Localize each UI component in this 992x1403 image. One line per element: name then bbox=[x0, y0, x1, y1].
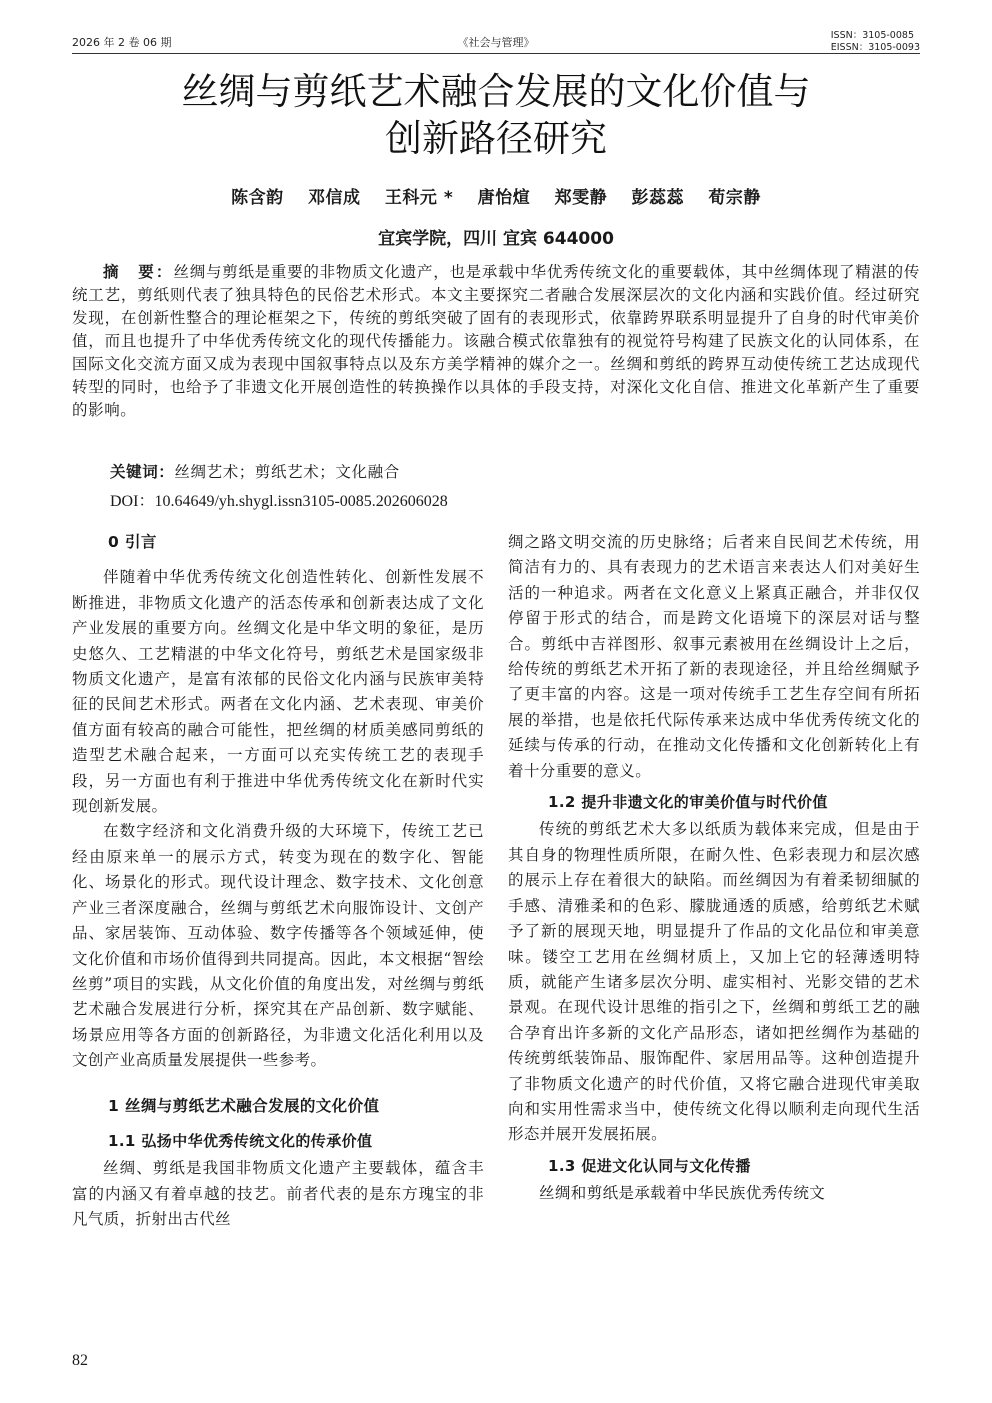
author: 郑雯静 bbox=[554, 188, 608, 208]
paper-title bbox=[0, 68, 992, 162]
title-line-1: 丝绸与剪纸艺术融合发展的文化价值与 bbox=[181, 70, 811, 113]
paragraph: 伴随着中华优秀传统文化创造性转化、创新性发展不断推进，非物质文化遗产的活态传承和创新表达成了文化产业发展的重要方向。丝绸文化是中华文明的象征，是历史悠久、工艺精湛的中华文化符号，剪纸艺术是国家级非物质文化遗产，是富有浓郁的民俗文化内涵与民族审美特征的民间艺术形式。两者在文化内涵、艺术表现、审美价值方面有较高的融合可能性，把丝绸的材质美感同剪纸的造型艺术融合起来，一方面可以充实传统工艺的表现手段，另一方面也有利于推进中华优秀传统文化在新时代实现创新发展。 bbox=[72, 568, 484, 816]
abstract-label: 摘 要： bbox=[103, 263, 174, 281]
abstract bbox=[72, 261, 920, 422]
section-heading: 1 丝绸与剪纸艺术融合发展的文化价值 bbox=[108, 1096, 380, 1115]
right-column bbox=[508, 530, 920, 1207]
keywords-label: 关键词： bbox=[110, 463, 175, 481]
page-number: 82 bbox=[72, 1352, 88, 1369]
section-heading: 0 引言 bbox=[108, 533, 157, 551]
author: 王科元 * bbox=[384, 188, 454, 208]
journal-issue: 2026 年 2 卷 06 期 bbox=[72, 36, 172, 49]
header-rule bbox=[72, 53, 920, 54]
affiliation: 宜宾学院，四川 宜宾 644000 bbox=[378, 229, 614, 249]
paragraph: 丝绸、剪纸是我国非物质文化遗产主要载体，蕴含丰富的内涵又有着卓越的技艺。前者代表的是东方瑰宝的非凡气质，折射出古代丝 bbox=[72, 1159, 484, 1229]
author: 唐怡煊 bbox=[477, 188, 531, 208]
paragraph: 丝绸和剪纸是承载着中华民族优秀传统文 bbox=[539, 1184, 826, 1203]
keywords bbox=[110, 461, 400, 484]
author: 荀宗静 bbox=[708, 188, 761, 208]
paragraph: 在数字经济和文化消费升级的大环境下，传统工艺已经由原来单一的展示方式，转变为现在的数字化、智能化、场景化的形式。现代设计理念、数字技术、文化创意产业三者深度融合，丝绸与剪纸艺术向服饰设计、文创产品、家居装饰、互动体验、数字传播等各个领域延伸，使文化价值和市场价值得到共同提高。因此，本文根据“智绘丝剪”项目的实践，从文化价值的角度出发，对丝绸与剪纸艺术融合发展进行分析，探究其在产品创新、数字赋能、场景应用等各方面的创新路径，为非遗文化活化利用以及文创产业高质量发展提供一些参考。 bbox=[72, 822, 484, 1070]
subsection-heading: 1.1 弘扬中华优秀传统文化的传承价值 bbox=[108, 1131, 373, 1150]
abstract-text: 丝绸与剪纸是重要的非物质文化遗产，也是承载中华优秀传统文化的重要载体，其中丝绸体现了精湛的传统工艺，剪纸则代表了独具特色的民俗艺术形式。本文主要探究二者融合发展深层次的文化内涵和实践价值。经过研究发现，在创新性整合的理论框架之下，传统的剪纸突破了固有的表现形式，依靠跨界联系明显提升了自身的时代审美价值，而且也提升了中华优秀传统文化的现代传播能力。该融合模式依靠独有的视觉符号构建了民族文化的认同体系，在国际文化交流方面又成为表现中国叙事特点以及东方美学精神的媒介之一。丝绸和剪纸的跨界互动使传统工艺达成现代转型的同时，也给予了非遗文化开展创造性的转换操作以具体的手段支持，对深化文化自信、推进文化革新产生了重要的影响。 bbox=[72, 263, 920, 419]
author-list bbox=[0, 183, 992, 208]
eissn: EISSN：3105-0093 bbox=[830, 42, 920, 53]
left-column bbox=[72, 530, 484, 1233]
author: 陈含韵 bbox=[231, 188, 284, 208]
journal-name: 《社会与管理》 bbox=[457, 36, 535, 49]
paragraph: 传统的剪纸艺术大多以纸质为载体来完成，但是由于其自身的物理性质所限，在耐久性、色彩表现力和层次感的展示上存在着很大的缺陷。而丝绸因为有着柔韧细腻的手感、清雅柔和的色彩、朦胧通透的质感，给剪纸艺术赋予了新的展现天地，明显提升了作品的文化品位和审美意味。镂空工艺用在丝绸材质上，又加上它的轻薄透明特质，就能产生诸多层次分明、虚实相衬、光影交错的艺术景观。在现代设计思维的指引之下，丝绸和剪纸工艺的融合孕育出许多新的文化产品形态，诸如把丝绸作为基础的传统剪纸装饰品、服饰配件、家居用品等。这种创造提升了非物质文化遗产的时代价值，又将它融合进现代审美取向和实用性需求当中，使传统文化得以顺利走向现代生活形态并展开发展拓展。 bbox=[508, 820, 920, 1144]
paragraph: 绸之路文明交流的历史脉络；后者来自民间艺术传统，用简洁有力的、具有表现力的艺术语言来表达人们对美好生活的一种追求。两者在文化意义上紧真正融合，并非仅仅停留于形式的结合，而是跨文化语境下的深层对话与整合。剪纸中吉祥图形、叙事元素被用在丝绸设计上之后，给传统的剪纸艺术开拓了新的表现途径，并且给丝绸赋予了更丰富的内容。这是一项对传统手工艺生存空间有所拓展的举措，也是依托代际传承来达成中华优秀传统文化的延续与传承的行动，在推动文化传播和文化创新转化上有着十分重要的意义。 bbox=[508, 533, 920, 780]
subsection-heading: 1.2 提升非遗文化的审美价值与时代价值 bbox=[548, 793, 828, 812]
issn-block bbox=[831, 30, 920, 54]
issn: ISSN：3105-0085 bbox=[830, 30, 914, 41]
author: 彭蕊蕊 bbox=[631, 188, 684, 208]
title-line-2: 创新路径研究 bbox=[385, 117, 607, 160]
author: 邓信成 bbox=[308, 188, 361, 208]
subsection-heading: 1.3 促进文化认同与文化传播 bbox=[548, 1156, 751, 1175]
keywords-text: 丝绸艺术；剪纸艺术；文化融合 bbox=[174, 463, 400, 481]
doi: DOI：10.64649/yh.shygl.issn3105-0085.202606028 bbox=[110, 493, 448, 510]
